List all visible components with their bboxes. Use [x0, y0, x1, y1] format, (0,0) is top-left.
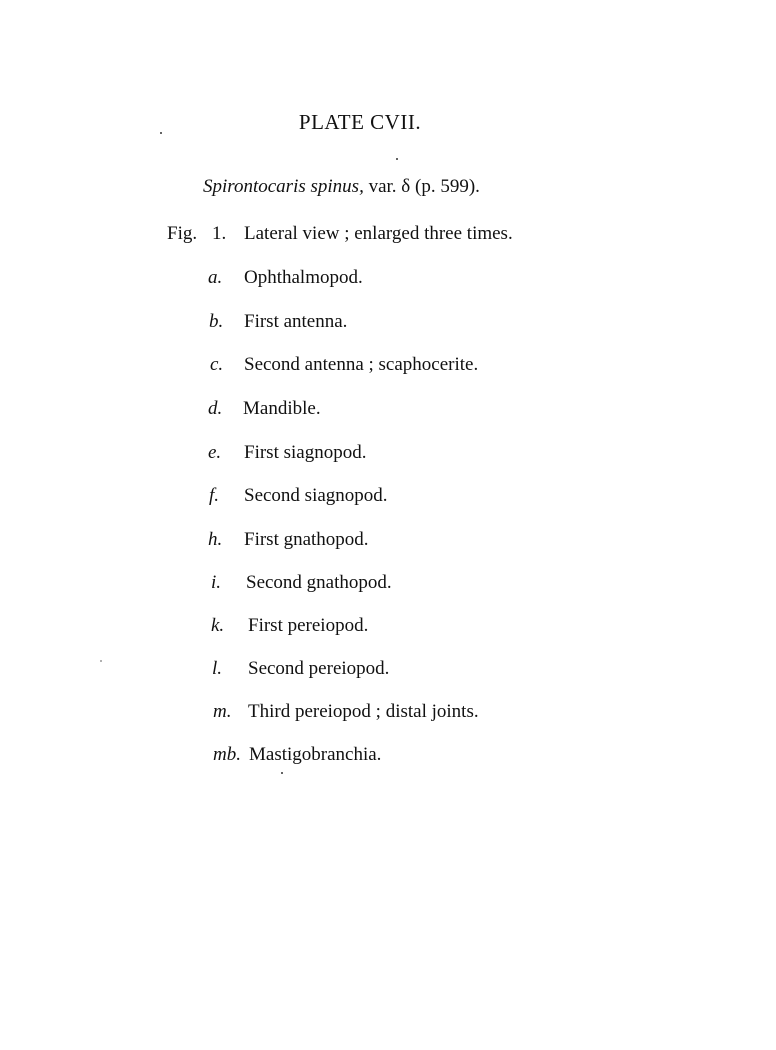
- figure-letter: m.: [213, 701, 232, 722]
- figure-description: Second siagnopod.: [244, 485, 388, 506]
- figure-description: Mandible.: [243, 398, 321, 419]
- figure-letter: a.: [208, 267, 223, 288]
- figure-description: Second pereiopod.: [248, 658, 390, 679]
- figure-description: First antenna.: [244, 311, 348, 332]
- scan-speck: [100, 660, 102, 662]
- figure-description: First siagnopod.: [244, 442, 367, 463]
- plate-title: PLATE CVII.: [298, 110, 422, 134]
- species-heading: [203, 176, 480, 198]
- figure-letter: c.: [210, 354, 224, 375]
- species-name: Spirontocaris spinus,: [203, 176, 364, 197]
- figure-entry-a: [0, 267, 760, 297]
- figure-letter: d.: [208, 398, 223, 419]
- figure-description: Second antenna ; scaphocerite.: [244, 354, 479, 375]
- figure-description: Third pereiopod ; distal joints.: [248, 701, 479, 722]
- species-variety: var. δ (p. 599).: [368, 176, 480, 197]
- figure-entry-i: [0, 572, 760, 602]
- figure-description: Mastigobranchia.: [249, 744, 382, 765]
- scan-speck: [396, 158, 398, 160]
- figure-letter: l.: [212, 658, 223, 679]
- figure-entry-l: [0, 658, 760, 688]
- figure-entry-h: [0, 529, 760, 559]
- figure-letter: f.: [209, 485, 220, 506]
- figure-description: Lateral view ; enlarged three times.: [244, 223, 513, 244]
- figure-prefix: Fig.: [167, 223, 198, 244]
- scan-speck: [160, 132, 162, 134]
- figure-entry-1: [0, 223, 760, 253]
- figure-letter: h.: [208, 529, 223, 550]
- figure-description: First pereiopod.: [248, 615, 369, 636]
- figure-letter: b.: [209, 311, 224, 332]
- figure-entry-c: [0, 354, 760, 384]
- scan-speck: [281, 772, 283, 774]
- figure-entry-e: [0, 442, 760, 472]
- figure-entry-m: [0, 701, 760, 731]
- figure-description: First gnathopod.: [244, 529, 369, 550]
- figure-letter: e.: [208, 442, 222, 463]
- figure-description: Ophthalmopod.: [244, 267, 363, 288]
- figure-number: 1.: [212, 223, 227, 244]
- figure-letter: mb.: [213, 744, 241, 765]
- figure-entry-f: [0, 485, 760, 515]
- figure-letter: i.: [211, 572, 222, 593]
- figure-letter: k.: [211, 615, 225, 636]
- figure-entry-b: [0, 311, 760, 341]
- figure-entry-d: [0, 398, 760, 428]
- figure-entry-mb: [0, 744, 760, 774]
- figure-entry-k: [0, 615, 760, 645]
- figure-description: Second gnathopod.: [246, 572, 392, 593]
